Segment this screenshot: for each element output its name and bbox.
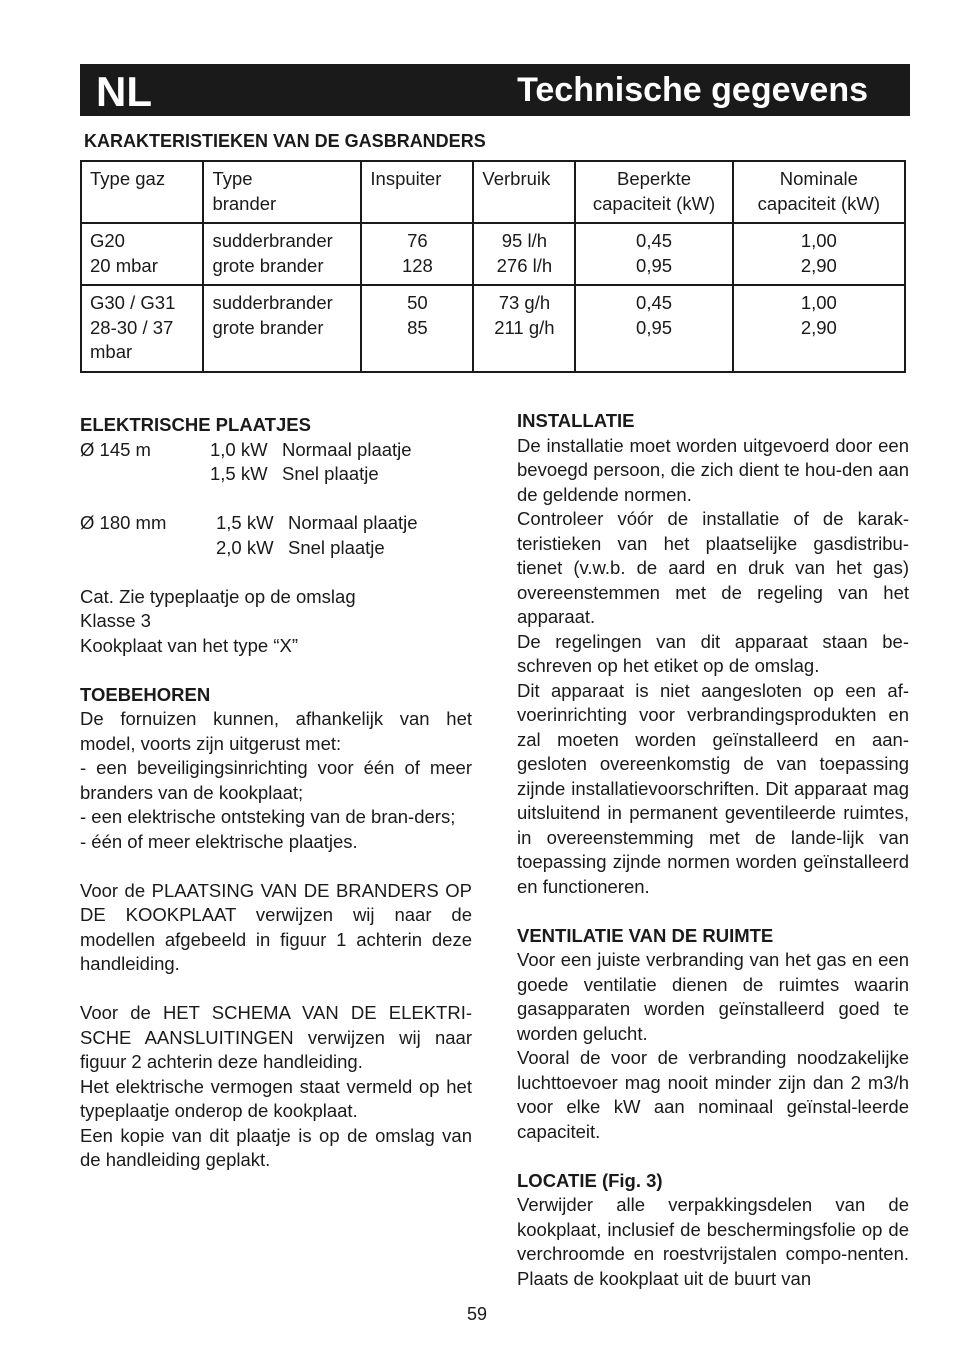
header-label: Nominale: [779, 168, 858, 189]
installation-title: INSTALLATIE: [517, 410, 635, 431]
cell-value: 76: [407, 230, 428, 251]
cell-value: G30 / G31: [90, 292, 176, 313]
cell-value: G20: [90, 230, 125, 251]
category-line: Klasse 3: [80, 610, 151, 631]
left-column: [80, 413, 472, 1173]
cell-value: 2,90: [800, 316, 837, 338]
header-label: capaciteit (kW): [592, 192, 716, 214]
gas-burners-table: [80, 160, 906, 373]
ventilation-paragraph: Vooral de voor de verbranding noodzakelijke luchttoevoer mag nooit minder zijn dan 2 m3/h voor elke kW aan nominaal geïnstal-leerde capaciteit.: [517, 1047, 909, 1142]
cell-value: 28-30 / 37: [90, 316, 174, 338]
table-row: [81, 223, 905, 285]
plate-description: Normaal plaatje: [282, 438, 412, 460]
page-header: [80, 64, 910, 116]
header-label: Type gaz: [90, 168, 166, 189]
cell-value: 0,45: [636, 230, 673, 251]
cell-value: 95 l/h: [501, 230, 548, 251]
header-cell-injector: [361, 161, 473, 223]
cell-value: 0,95: [636, 254, 673, 276]
plate-description: Snel plaatje: [288, 536, 385, 558]
burner-placement-text: Voor de PLAATSING VAN DE BRANDERS OP DE KOOKPLAAT verwijzen wij naar de modellen afgebeeld in figuur 1 achterin deze handleiding.: [80, 879, 472, 974]
cell-value: 50: [407, 292, 428, 313]
electric-plates-list: [80, 438, 472, 561]
ventilation-paragraph: Voor een juiste verbranding van het gas en een goede ventilatie dienen de ruimtes waarin gasapparaten worden geïnstalleerd goed te worden gelucht.: [517, 949, 909, 1044]
accessory-item: - één of meer elektrische plaatjes.: [80, 830, 358, 852]
electric-plate-row: [80, 438, 472, 463]
cell-nominal-capacity: [733, 285, 905, 372]
plate-power: 1,5 kW: [216, 512, 274, 533]
category-info: [80, 585, 472, 659]
page-title: Technische gegevens: [517, 71, 868, 109]
cell-value: 211 g/h: [494, 316, 555, 338]
plate-description: Snel plaatje: [282, 463, 379, 484]
header-cell-gas-type: [81, 161, 203, 223]
cell-value: 1,00: [800, 292, 837, 313]
electric-plate-row: [80, 536, 472, 561]
plate-diameter: [80, 536, 210, 561]
electric-plate-row: [80, 462, 472, 487]
cell-burner-type: [203, 285, 361, 372]
plate-diameter: Ø 180 mm: [80, 512, 167, 533]
cell-value: 276 l/h: [496, 254, 553, 276]
header-label: Beperkte: [617, 168, 692, 189]
accessories-list: [80, 756, 472, 854]
cell-injector: [361, 285, 473, 372]
table-header-row: [81, 161, 905, 223]
cell-value: 1,00: [800, 230, 837, 251]
cell-value: 85: [407, 316, 428, 338]
cell-value: mbar: [90, 341, 133, 362]
header-label: capaciteit (kW): [757, 192, 880, 214]
header-label: Type: [212, 168, 253, 189]
plate-diameter: Ø 145 m: [80, 438, 151, 460]
header-cell-burner-type: [203, 161, 361, 223]
accessory-item: - een beveiligingsinrichting voor één of meer branders van de kookplaat;: [80, 757, 472, 803]
header-cell-nominal-capacity: [733, 161, 905, 223]
header-cell-reduced-capacity: [575, 161, 732, 223]
accessories-intro: De fornuizen kunnen, afhankelijk van het model, voorts zijn uitgerust met:: [80, 708, 472, 754]
accessory-item: - een elektrische ontsteking van de bran-ders;: [80, 806, 456, 827]
cell-reduced-capacity: [575, 285, 732, 372]
header-label: brander: [212, 192, 277, 214]
cell-value: grote brander: [212, 316, 324, 338]
header-label: Inspuiter: [370, 168, 442, 189]
electric-schema-text: Voor de HET SCHEMA VAN DE ELEKTRI-SCHE AANSLUITINGEN verwijzen wij naar figuur 2 achterin deze handleiding.: [80, 1002, 472, 1072]
plate-diameter: [80, 462, 210, 487]
installation-paragraph: De installatie moet worden uitgevoerd door een bevoegd persoon, die zich dient te hou-den aan de geldende normen.: [517, 434, 909, 505]
plate-power: 1,5 kW: [210, 463, 268, 484]
location-title: LOCATIE (Fig. 3): [517, 1169, 663, 1191]
plate-copy-text: Een kopie van dit plaatje is op de omslag van de handleiding geplakt.: [80, 1124, 472, 1170]
cell-value: 2,90: [800, 254, 837, 276]
header-label: Verbruik: [482, 168, 551, 189]
cell-gas-type: [81, 285, 203, 372]
page-number: 59: [466, 1304, 488, 1324]
installation-paragraph: De regelingen van dit apparaat staan be-schreven op het etiket op de omslag.: [517, 630, 909, 676]
electric-power-text: Het elektrische vermogen staat vermeld op het typeplaatje onderop de kookplaat.: [80, 1075, 472, 1121]
right-column: [517, 409, 909, 1291]
installation-text: [517, 434, 909, 900]
location-text: Verwijder alle verpakkingsdelen van de kookplaat, inclusief de beschermingsfolie op de verchroomde en roestvrijstalen compo-nenten. Plaats de kookplaat uit de buurt van: [517, 1194, 909, 1289]
plate-description: Normaal plaatje: [288, 512, 418, 533]
cell-nominal-capacity: [733, 223, 905, 285]
installation-paragraph: Controleer vóór de installatie of de karak-teristieken van het plaatselijke gasdistribu-tienet (v.w.b. de aard en druk van het gas) overeenstemmen met de regeling van het apparaat.: [517, 508, 909, 627]
cell-value: 20 mbar: [90, 254, 158, 276]
category-line: Kookplaat van het type “X”: [80, 634, 299, 656]
electric-plate-row: [80, 511, 472, 536]
cell-value: sudderbrander: [212, 230, 333, 251]
cell-reduced-capacity: [575, 223, 732, 285]
category-line: Cat. Zie typeplaatje op de omslag: [80, 585, 356, 607]
ventilation-title: VENTILATIE VAN DE RUIMTE: [517, 924, 774, 946]
cell-gas-type: [81, 223, 203, 285]
ventilation-text: [517, 948, 909, 1144]
cell-value: grote brander: [212, 254, 324, 276]
cell-value: 0,95: [636, 316, 673, 338]
installation-paragraph: Dit apparaat is niet aangesloten op een af-voerinrichting voor verbrandingsprodukten en zal moeten worden geïnstalleerd en aan-gesloten overeenkomstig de van toepassing zijnde installatievoorschriften. Dit apparaat mag uitsluitend in permanent geventileerde ruimtes, in overeenstemming met de lande-lijk van toepassing zijnde normen worden geïnstalleerd en functioneren.: [517, 679, 909, 897]
cell-consumption: [473, 223, 575, 285]
plate-power: 1,0 kW: [210, 438, 268, 460]
cell-injector: [361, 223, 473, 285]
plate-power: 2,0 kW: [216, 536, 274, 558]
cell-value: 0,45: [636, 292, 673, 313]
electric-plates-title: ELEKTRISCHE PLAATJES: [80, 414, 311, 435]
cell-value: 128: [401, 254, 433, 276]
cell-value: 73 g/h: [498, 292, 551, 313]
language-code: NL: [96, 68, 152, 115]
accessories-title: TOEBEHOREN: [80, 683, 211, 705]
table-row: [81, 285, 905, 372]
gas-burners-section-title: KARAKTERISTIEKEN VAN DE GASBRANDERS: [84, 131, 486, 151]
header-cell-consumption: [473, 161, 575, 223]
cell-consumption: [473, 285, 575, 372]
cell-value: sudderbrander: [212, 292, 333, 313]
cell-burner-type: [203, 223, 361, 285]
